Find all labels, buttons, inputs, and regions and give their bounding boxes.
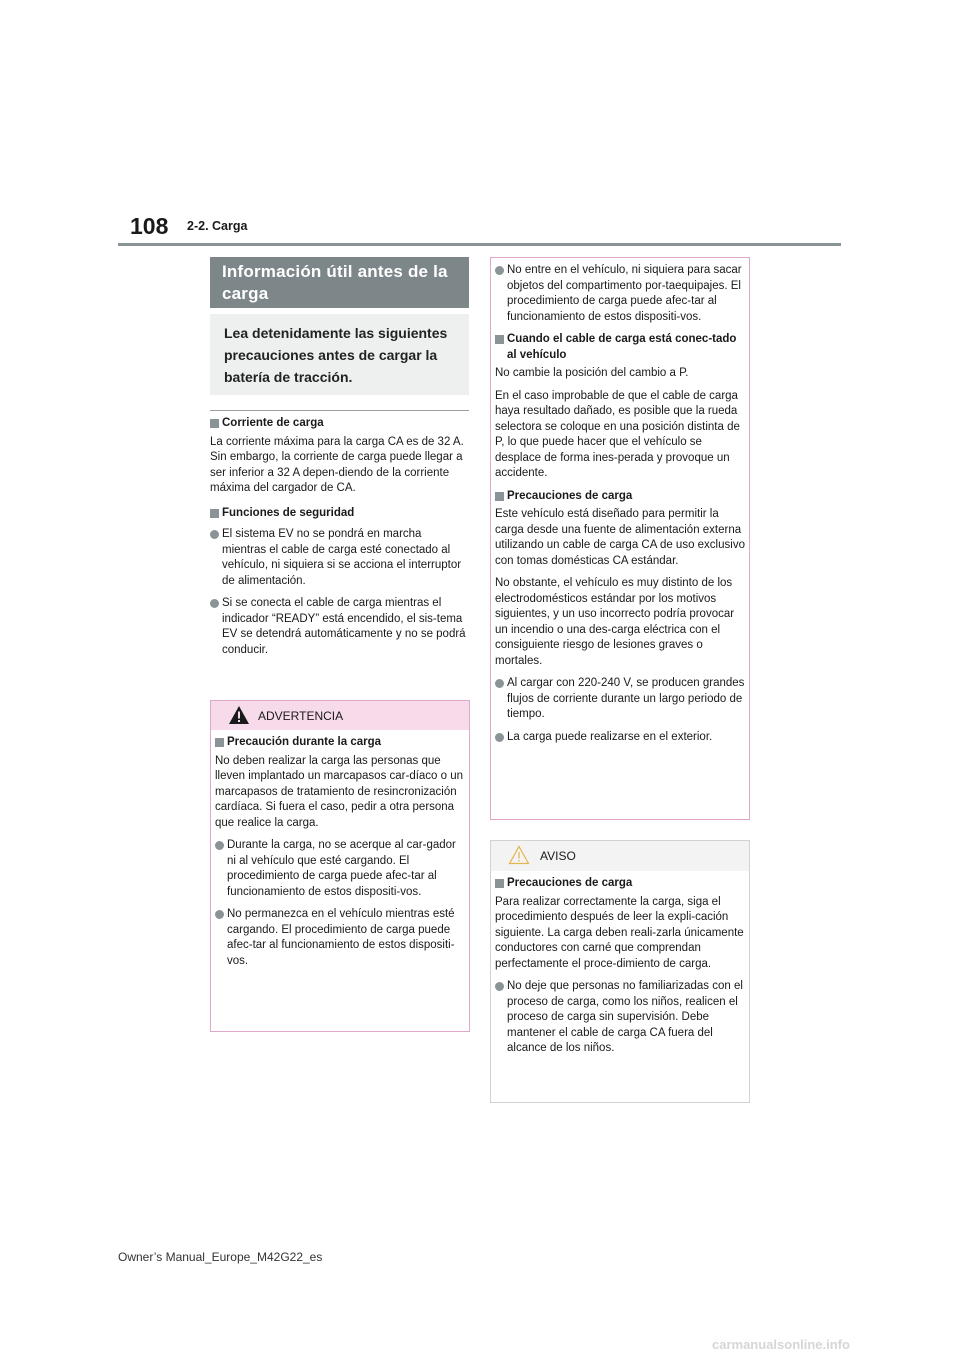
round-bullet-icon bbox=[495, 266, 504, 275]
subsection-heading: Corriente de carga bbox=[210, 416, 466, 432]
warning-triangle-icon bbox=[228, 705, 250, 725]
bullet-item: El sistema EV no se pondrá en marcha mientras el cable de carga esté conectado al vehículo, ni siquiera si se acciona el interruptor de alimentación. bbox=[210, 527, 466, 589]
subsection-heading: Precauciones de carga bbox=[495, 489, 745, 505]
round-bullet-icon bbox=[495, 733, 504, 742]
square-bullet-icon bbox=[495, 335, 504, 344]
paragraph: En el caso improbable de que el cable de carga haya resultado dañado, es posible que la rueda selectora se coloque en una posición distinta de P, lo que puede hacer que el vehículo se desplace de forma ines-perada y provoque un accidente. bbox=[495, 389, 740, 479]
paragraph: No cambie la posición del cambio a P. bbox=[495, 367, 689, 379]
intro-text: Lea detenidamente las siguientes precauciones antes de cargar la batería de tracción. bbox=[224, 325, 448, 385]
page-number: 108 bbox=[130, 213, 169, 239]
subsection-heading: Precaución durante la carga bbox=[215, 735, 465, 751]
square-bullet-icon bbox=[210, 419, 219, 428]
notice-content bbox=[491, 871, 749, 1068]
subsection-heading: Funciones de seguridad bbox=[210, 506, 466, 522]
square-bullet-icon bbox=[495, 879, 504, 888]
warning-header bbox=[211, 701, 469, 730]
round-bullet-icon bbox=[495, 982, 504, 991]
notice-box bbox=[490, 840, 750, 1103]
footer-watermark: carmanualsonline.info bbox=[712, 1337, 850, 1352]
square-bullet-icon bbox=[215, 738, 224, 747]
round-bullet-icon bbox=[210, 599, 219, 608]
bullet-item: Al cargar con 220-240 V, se producen grandes flujos de corriente durante un largo periodo de tiempo. bbox=[495, 676, 745, 723]
round-bullet-icon bbox=[215, 841, 224, 850]
warning-content bbox=[211, 730, 469, 980]
paragraph: Este vehículo está diseñado para permitir la carga desde una fuente de alimentación externa utilizando un cable de carga CA de uso exclusivo con tomas domésticas CA estándar. bbox=[495, 508, 745, 567]
warning-box-continued bbox=[490, 257, 750, 820]
left-column-body bbox=[210, 416, 466, 665]
subsection-heading: Precauciones de carga bbox=[495, 876, 745, 892]
paragraph: La corriente máxima para la carga CA es de 32 A. Sin embargo, la corriente de carga puede llegar a ser inferior a 32 A depen-diendo de la corriente máxima del cargador de CA. bbox=[210, 435, 464, 494]
subsection-heading: Cuando el cable de carga está conec-tado al vehículo bbox=[495, 332, 745, 363]
section-title-box bbox=[210, 257, 469, 308]
notice-triangle-icon bbox=[508, 845, 530, 865]
round-bullet-icon bbox=[210, 530, 219, 539]
paragraph: No obstante, el vehículo es muy distinto de los electrodomésticos estándar por los motivos siguientes, y un uso incorrecto podría provocar un incendio o una des-carga eléctrica con el consiguiente riesgo de lesiones graves o mortales. bbox=[495, 577, 735, 667]
paragraph: Para realizar correctamente la carga, siga el procedimiento después de leer la expli-cación siguiente. La carga deben reali-zarla únicamente conductores con carné que comprendan perfectamente el proce-dimiento de carga. bbox=[495, 895, 744, 970]
section-label: 2-2. Carga bbox=[187, 219, 248, 233]
column-rule bbox=[210, 410, 469, 411]
notice-label: AVISO bbox=[540, 849, 576, 863]
bullet-item: No permanezca en el vehículo mientras esté cargando. El procedimiento de carga puede afec-tar al funcionamiento de estos dispositi-vos. bbox=[215, 907, 465, 969]
header-rule bbox=[118, 243, 841, 246]
notice-header bbox=[491, 841, 749, 871]
round-bullet-icon bbox=[215, 910, 224, 919]
bullet-item: No deje que personas no familiarizadas con el proceso de carga, como los niños, realicen el proceso de carga sin supervisión. Debe mantener el cable de carga CA fuera del alcance de los niños. bbox=[495, 979, 745, 1057]
paragraph: No deben realizar la carga las personas que lleven implantado un marcapasos car-díaco o un marcapasos de tratamiento de resincronización cardíaca. Si fuera el caso, pedir a otra persona que realice la carga. bbox=[215, 754, 464, 829]
warning-continued-content bbox=[491, 258, 749, 756]
bullet-item: Durante la carga, no se acerque al car-gador ni al vehículo que esté cargando. El procedimiento de carga puede afec-tar al funcionamiento de estos dispositi-vos. bbox=[215, 838, 465, 900]
bullet-item: La carga puede realizarse en el exterior. bbox=[495, 730, 745, 746]
bullet-item: No entre en el vehículo, ni siquiera para sacar objetos del compartimento por-taequipajes. El procedimiento de carga puede afec-tar al funcionamiento de estos dispositi-vos. bbox=[495, 263, 745, 325]
square-bullet-icon bbox=[495, 492, 504, 501]
warning-label: ADVERTENCIA bbox=[258, 709, 344, 723]
intro-box bbox=[210, 314, 469, 395]
footer-document-id: Owner’s Manual_Europe_M42G22_es bbox=[118, 1250, 323, 1264]
warning-box bbox=[210, 700, 470, 1032]
bullet-item: Si se conecta el cable de carga mientras el indicador “READY” está encendido, el sis-tema EV se detendrá automáticamente y no se podrá conducir. bbox=[210, 596, 466, 658]
round-bullet-icon bbox=[495, 679, 504, 688]
square-bullet-icon bbox=[210, 509, 219, 518]
section-title: Información útil antes de la carga bbox=[222, 262, 448, 303]
